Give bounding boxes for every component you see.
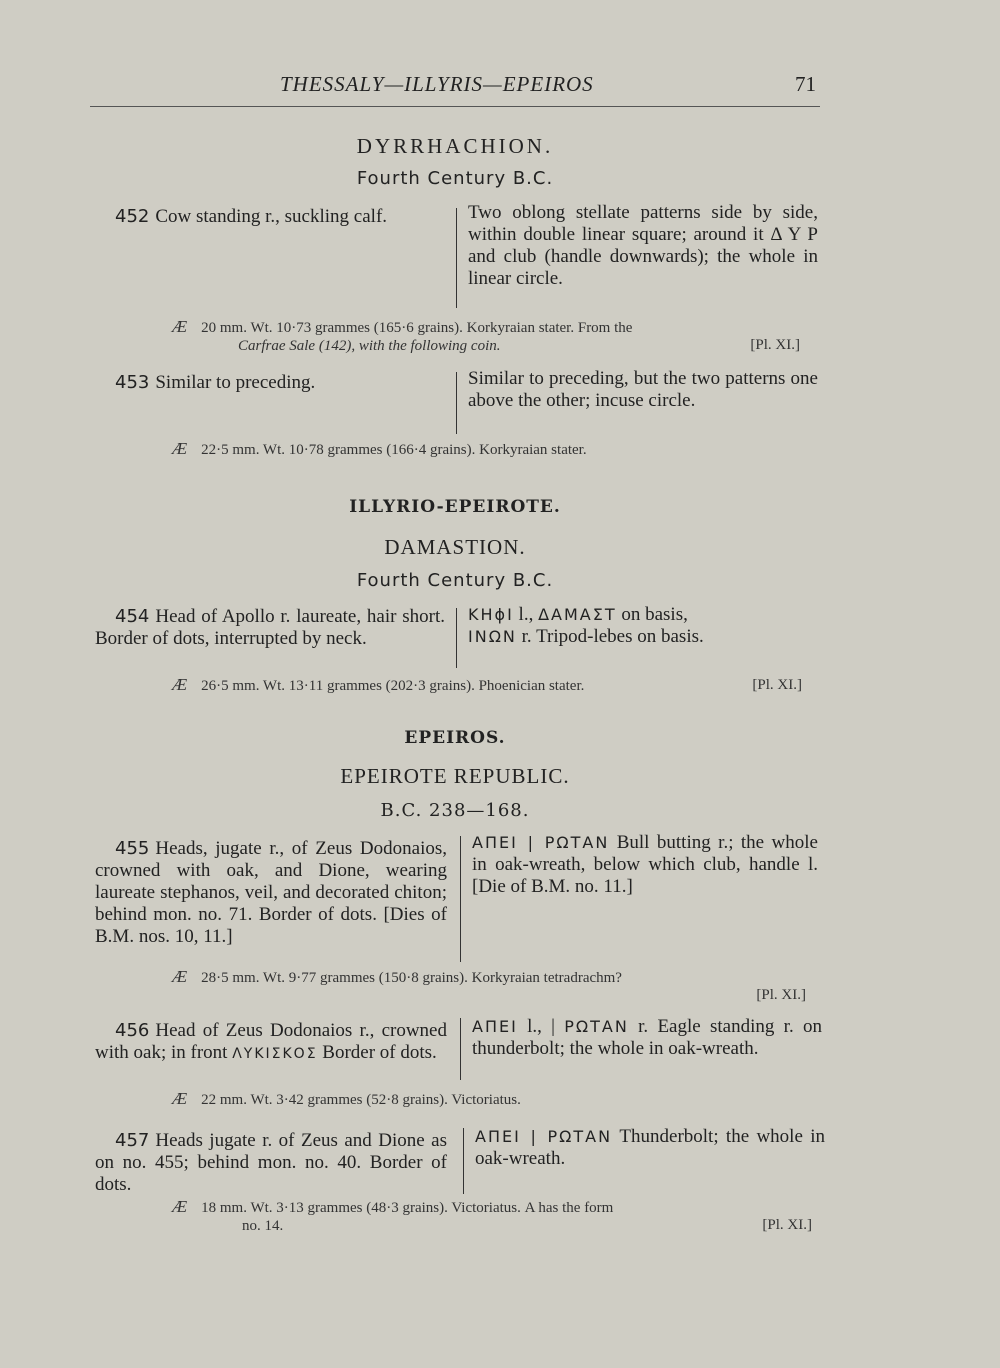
entry-454-meta <box>172 676 802 695</box>
meta-line-1: 18 mm. Wt. 3·13 grammes (48·3 grains). Victoriatus. Α has the form <box>201 1200 614 1216</box>
plate-reference: [Pl. XI.] <box>752 677 802 693</box>
reverse-text: Bull butting r.; the whole in oak-wreath, below which club, handle l. [Die of B.M. no. 11.] <box>472 832 818 897</box>
reverse-text: r. Eagle standing r. on thunderbolt; the whole in oak-wreath. <box>472 1016 822 1059</box>
entry-453-reverse: Similar to preceding, but the two patterns one above the other; incuse circle. <box>468 368 818 411</box>
column-divider <box>456 208 457 308</box>
column-divider <box>460 1018 461 1080</box>
period-heading: B.C. 238—168. <box>380 800 530 821</box>
metal-symbol: Æ <box>172 317 188 336</box>
entry-number: 455 <box>115 838 150 859</box>
meta-line-2: no. 14. <box>242 1218 284 1234</box>
legend-greek: ΡΩΤΑΝ <box>564 1017 629 1036</box>
obverse-text: Cow standing r., suckling calf. <box>155 206 388 227</box>
metal-symbol: Æ <box>172 1197 188 1216</box>
entry-number: 457 <box>115 1130 150 1151</box>
plate-reference: [Pl. XI.] <box>762 1217 812 1233</box>
header-rule <box>90 106 820 107</box>
entry-454-obverse <box>95 606 445 650</box>
page-number: 71 <box>795 72 816 96</box>
column-divider <box>460 836 461 962</box>
obverse-text: Similar to preceding. <box>155 372 316 393</box>
column-divider <box>456 608 457 668</box>
legend-greek: ΛΥΚΙΣΚΟΣ <box>232 1046 318 1062</box>
obverse-text: Head of Apollo r. laureate, hair short. Border of dots, interrupted by neck. <box>95 606 445 649</box>
column-divider <box>456 372 457 434</box>
legend-greek: ΙΝΩΝ <box>468 627 517 646</box>
entry-454-reverse <box>468 604 818 648</box>
meta-line-1: 22 mm. Wt. 3·42 grammes (52·8 grains). Victoriatus. <box>201 1092 521 1108</box>
entry-455-reverse <box>472 832 818 898</box>
metal-symbol: Æ <box>172 439 188 458</box>
entry-452-meta <box>172 318 818 355</box>
entry-456-obverse <box>95 1020 447 1065</box>
legend-greek: ΚΗϕΙ <box>468 605 514 624</box>
entry-453-obverse <box>115 372 445 394</box>
entry-452-reverse: Two oblong stellate patterns side by side, within double linear square; around it Δ Υ Ρ and club (handle downwards); the whole in linear circle. <box>468 202 818 289</box>
meta-line-1: 20 mm. Wt. 10·73 grammes (165·6 grains). Korkyraian stater. From the <box>201 320 633 336</box>
legend-greek: ΔΑΜΑΣΤ <box>538 605 617 624</box>
entry-456-reverse <box>472 1016 822 1060</box>
obverse-text: Border of dots. <box>317 1042 437 1063</box>
section-heading-damastion: DAMASTION. <box>384 535 526 559</box>
entry-457-obverse <box>95 1130 447 1196</box>
obverse-text: Head of Zeus Dodonaios r., crowned with oak; in front <box>95 1020 447 1063</box>
entry-455-obverse <box>95 838 447 948</box>
section-heading-epeirote-republic: EPEIROTE REPUBLIC. <box>340 764 570 788</box>
entry-number: 456 <box>115 1020 150 1041</box>
meta-line-1: 26·5 mm. Wt. 13·11 grammes (202·3 grains). Phoenician stater. <box>201 678 585 694</box>
column-divider <box>463 1128 464 1194</box>
section-heading-dyrrhachion: DYRRHACHION. <box>356 134 554 158</box>
entry-number: 453 <box>115 372 150 393</box>
entry-456-meta <box>172 1090 806 1109</box>
legend-greek: ΑΠΕΙ | ΡΩΤΑΝ <box>472 833 610 852</box>
obverse-text: Heads, jugate r., of Zeus Dodonaios, crowned with oak, and Dione, wearing laureate stephanos, veil, and decorated chiton; behind mon. no. 71. Border of dots. [Dies of B.M. nos. 10, 11.] <box>95 838 447 947</box>
reverse-text: r. Tripod-lebes on basis. <box>516 626 704 647</box>
period-heading: Fourth Century B.C. <box>356 168 554 189</box>
meta-line-1: 22·5 mm. Wt. 10·78 grammes (166·4 grains). Korkyraian stater. <box>201 442 587 458</box>
plate-reference: [Pl. XI.] <box>756 987 806 1003</box>
period-heading: Fourth Century B.C. <box>356 570 554 591</box>
metal-symbol: Æ <box>172 967 188 986</box>
entry-452-obverse <box>115 206 445 228</box>
entry-number: 452 <box>115 206 150 227</box>
plate-reference: [Pl. XI.] <box>750 337 800 353</box>
metal-symbol: Æ <box>172 1089 188 1108</box>
reverse-text: l., | <box>517 1016 565 1037</box>
entry-457-reverse <box>475 1126 825 1170</box>
legend-greek: ΑΠΕΙ | ΡΩΤΑΝ <box>475 1127 613 1146</box>
meta-line-2: Carfrae Sale (142), with the following coin. <box>238 338 501 354</box>
entry-457-meta <box>172 1198 826 1235</box>
reverse-text: l., <box>513 604 539 625</box>
section-heading-epeiros: EPEIROS. <box>404 728 506 748</box>
obverse-text: Heads jugate r. of Zeus and Dione as on no. 455; behind mon. no. 40. Border of dots. <box>95 1130 447 1195</box>
reverse-text: on basis, <box>616 604 688 625</box>
legend-greek: ΑΠΕΙ <box>472 1017 518 1036</box>
reverse-text: Thunderbolt; the whole in oak-wreath. <box>475 1126 825 1169</box>
entry-453-meta <box>172 440 818 459</box>
running-header: THESSALY—ILLYRIS—EPEIROS <box>280 72 594 96</box>
metal-symbol: Æ <box>172 675 188 694</box>
section-heading-illyrio-epeirote: ILLYRIO-EPEIROTE. <box>349 497 561 517</box>
entry-455-meta <box>172 967 806 1003</box>
meta-line-1: 28·5 mm. Wt. 9·77 grammes (150·8 grains). Korkyraian tetradrachm? <box>201 970 622 986</box>
entry-number: 454 <box>115 606 150 627</box>
